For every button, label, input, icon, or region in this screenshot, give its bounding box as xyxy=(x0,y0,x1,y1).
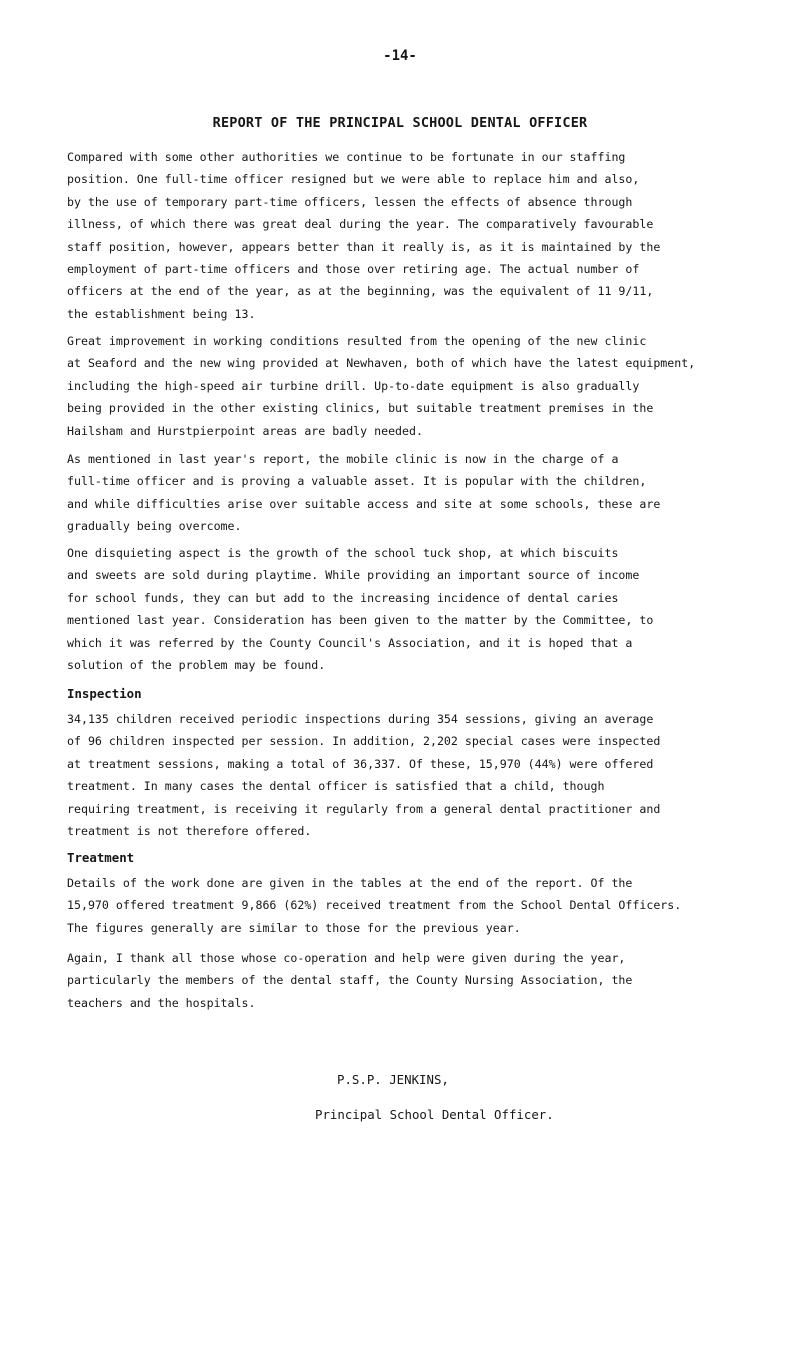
heading-treatment: Treatment xyxy=(67,850,135,865)
text-line: treatment. In many cases the dental officer is satisfied that a child, though xyxy=(67,779,605,794)
text-line: Details of the work done are given in the tables at the end of the report. Of the xyxy=(67,876,633,890)
paragraph-tuck-shop xyxy=(67,542,795,676)
paragraph-working-conditions xyxy=(67,330,795,442)
text-line: and sweets are sold during playtime. While providing an important source of income xyxy=(67,568,640,583)
text-line: position. One full-time officer resigned but we were able to replace him and also, xyxy=(67,172,640,187)
text-line: being provided in the other existing clinics, but suitable treatment premises in the xyxy=(67,401,654,416)
text-line: and while difficulties arise over suitable access and site at some schools, these are xyxy=(67,496,661,511)
text-line: the establishment being 13. xyxy=(67,306,256,321)
text-line: for school funds, they can but add to the increasing incidence of dental caries xyxy=(67,590,619,605)
text-line: full-time officer and is proving a valuable asset. It is popular with the children, xyxy=(67,474,647,489)
text-line: requiring treatment, is receiving it regularly from a general dental practitioner and xyxy=(67,801,661,816)
text-line: staff position, however, appears better than it really is, as it is maintained by the xyxy=(67,239,661,254)
text-line: 34,135 children received periodic inspections during 354 sessions, giving an average xyxy=(67,712,654,726)
heading-inspection: Inspection xyxy=(67,686,142,701)
signature-role: Principal School Dental Officer. xyxy=(315,1107,554,1122)
text-line: of 96 children inspected per session. In addition, 2,202 special cases were inspected xyxy=(67,734,661,749)
text-line: As mentioned in last year's report, the mobile clinic is now in the charge of a xyxy=(67,452,619,466)
text-line: particularly the members of the dental staff, the County Nursing Association, the xyxy=(67,973,633,988)
report-title: REPORT OF THE PRINCIPAL SCHOOL DENTAL OFFICER xyxy=(212,115,588,131)
paragraph-treatment xyxy=(67,872,795,939)
text-line: employment of part-time officers and those over retiring age. The actual number of xyxy=(67,261,640,276)
text-line: The figures generally are similar to those for the previous year. xyxy=(67,920,521,935)
text-line: solution of the problem may be found. xyxy=(67,657,326,672)
text-line: Again, I thank all those whose co-operation and help were given during the year, xyxy=(67,951,626,965)
text-line: One disquieting aspect is the growth of the school tuck shop, at which biscuits xyxy=(67,546,619,560)
paragraph-inspection xyxy=(67,708,795,842)
text-line: mentioned last year. Consideration has been given to the matter by the Committee, to xyxy=(67,613,654,628)
text-line: which it was referred by the County Council's Association, and it is hoped that a xyxy=(67,635,633,650)
text-line: illness, of which there was great deal during the year. The comparatively favourable xyxy=(67,217,654,232)
text-line: treatment is not therefore offered. xyxy=(67,823,312,838)
signature-name: P.S.P. JENKINS, xyxy=(337,1072,449,1087)
text-line: 15,970 offered treatment 9,866 (62%) received treatment from the School Dental Officers. xyxy=(67,898,682,913)
text-line: at treatment sessions, making a total of 36,337. Of these, 15,970 (44%) were offered xyxy=(67,756,654,771)
text-line: officers at the end of the year, as at the beginning, was the equivalent of 11 9/11, xyxy=(67,284,654,299)
paragraph-acknowledgements xyxy=(67,947,795,1014)
text-line: at Seaford and the new wing provided at Newhaven, both of which have the latest equipment, xyxy=(67,356,696,371)
page-number: -14- xyxy=(383,48,417,64)
text-line: by the use of temporary part-time officers, lessen the effects of absence through xyxy=(67,194,633,209)
text-line: Compared with some other authorities we continue to be fortunate in our staffing xyxy=(67,150,626,164)
text-line: Great improvement in working conditions resulted from the opening of the new clinic xyxy=(67,334,647,348)
paragraph-mobile-clinic xyxy=(67,448,795,538)
text-line: teachers and the hospitals. xyxy=(67,995,256,1010)
text-line: including the high-speed air turbine drill. Up-to-date equipment is also gradually xyxy=(67,378,640,393)
text-line: Hailsham and Hurstpierpoint areas are badly needed. xyxy=(67,423,423,438)
paragraph-staffing xyxy=(67,146,795,325)
text-line: gradually being overcome. xyxy=(67,519,242,534)
